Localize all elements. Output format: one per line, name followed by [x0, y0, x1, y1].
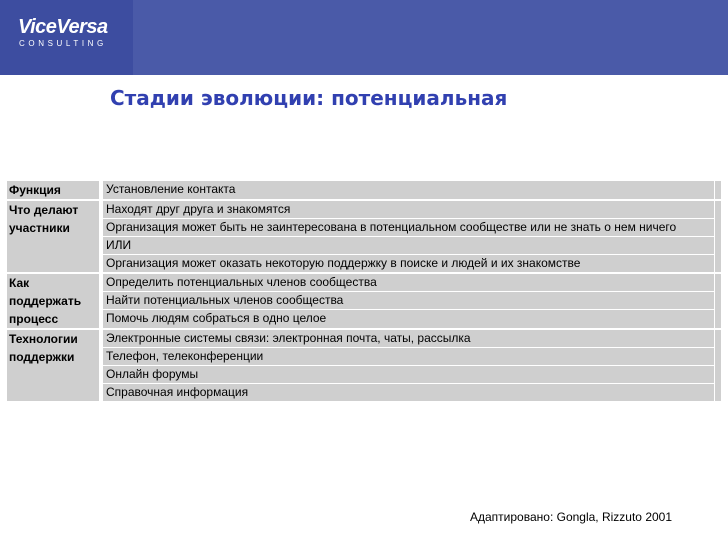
content-line: Организация может быть не заинтересована в потенциальном сообществе или не знать о нем ничего: [103, 219, 714, 237]
content-line: Помочь людям собраться в одно целое: [106, 311, 327, 325]
table-row: [7, 181, 721, 199]
slide-title: Стадии эволюции: потенциальная: [110, 86, 508, 110]
content-line: Установление контакта: [106, 182, 236, 196]
row-content: [103, 181, 714, 199]
company-logo: [0, 0, 133, 75]
row-label: Как поддержать процесс: [7, 274, 99, 328]
content-line: Онлайн форумы: [103, 366, 714, 384]
source-credit: Адаптировано: Gongla, Rizzuto 2001: [470, 510, 673, 524]
row-label: Технологии поддержки: [7, 330, 99, 401]
table-row: [7, 274, 721, 328]
content-line: Телефон, телеконференции: [103, 348, 714, 366]
row-label: Функция: [7, 181, 99, 199]
table-row: [7, 201, 721, 272]
content-line: ИЛИ: [103, 237, 714, 255]
table-row: [7, 330, 721, 401]
row-label: Что делают участники: [7, 201, 99, 272]
content-line: Справочная информация: [106, 385, 249, 399]
content-line: Электронные системы связи: электронная почта, чаты, рассылка: [103, 330, 714, 348]
logo-name: ViceVersa: [18, 16, 108, 38]
row-content: [103, 274, 714, 328]
row-content: [103, 330, 714, 401]
logo-subtitle: CONSULTING: [19, 39, 107, 48]
content-line: Определить потенциальных членов сообщества: [103, 274, 714, 292]
content-line: Находят друг друга и знакомятся: [103, 201, 714, 219]
content-line: Найти потенциальных членов сообщества: [103, 292, 714, 310]
content-line: Организация может оказать некоторую поддержку в поиске и людей и их знакомстве: [106, 256, 581, 270]
stages-table: [7, 181, 721, 401]
row-content: [103, 201, 714, 272]
